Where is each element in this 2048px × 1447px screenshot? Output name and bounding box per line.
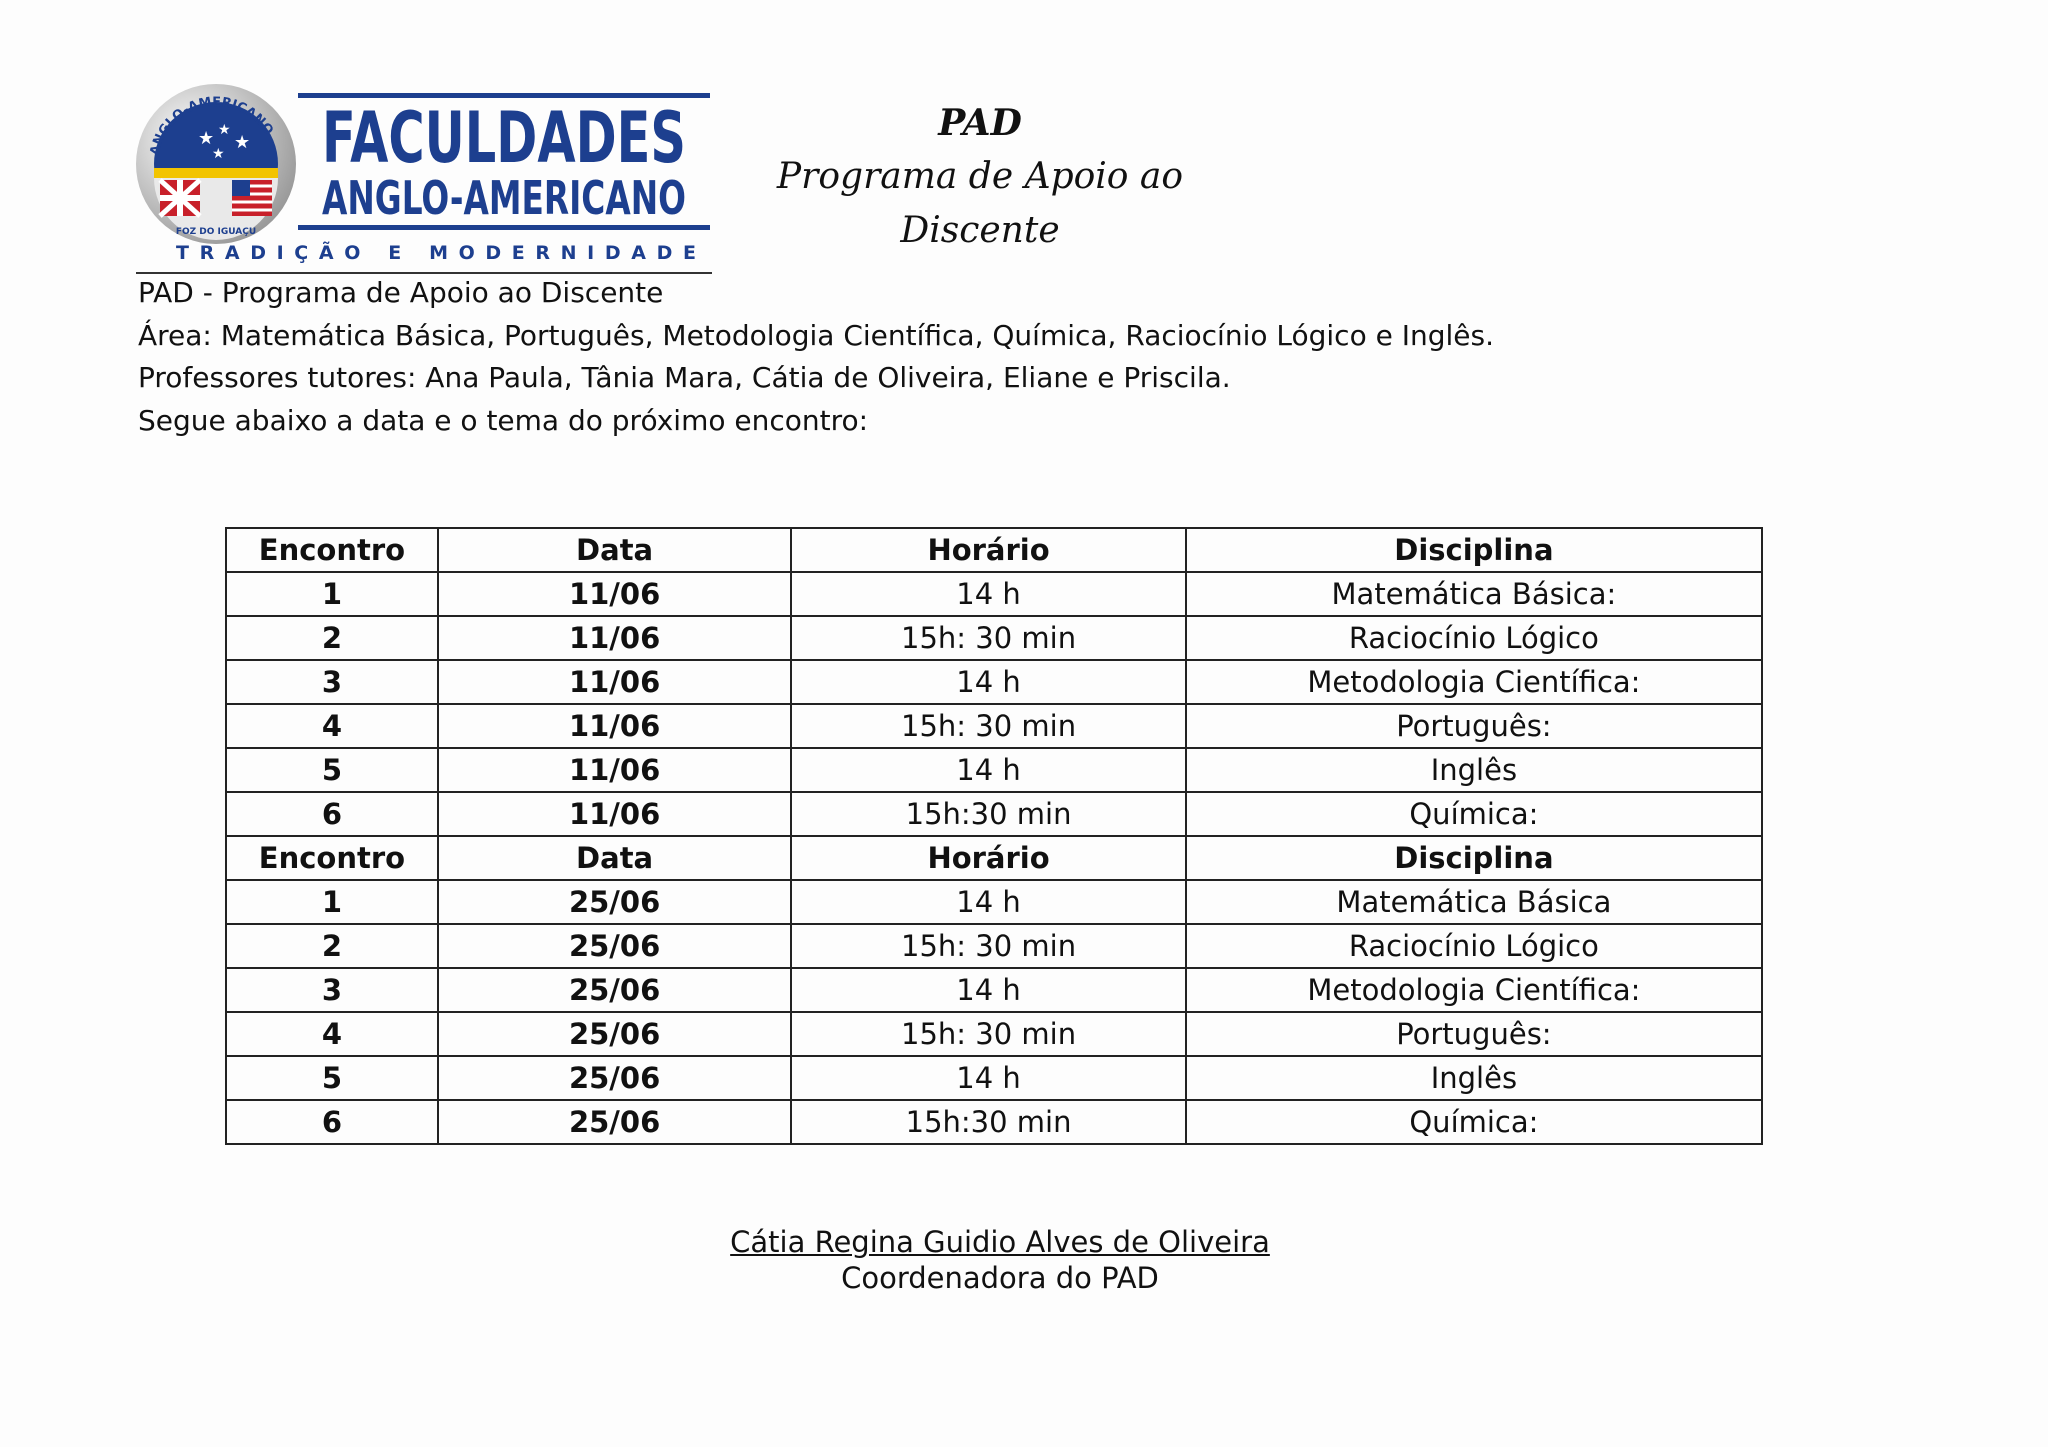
cell-disciplina: Matemática Básica: [1186, 572, 1762, 616]
schedule-table [225, 527, 1763, 1145]
cell-disciplina: Metodologia Científica: [1186, 968, 1762, 1012]
seal-emblem [136, 84, 296, 244]
logo-bottom-bar [298, 225, 710, 230]
logo-tagline: TRADIÇÃO E MODERNIDADE [176, 242, 696, 264]
cell-data: 11/06 [438, 660, 791, 704]
intro-area-line: Área: Matemática Básica, Português, Metodologia Científica, Química, Raciocínio Lógico e Inglês. [138, 318, 1495, 352]
seal-top-text: ANGLO-AMERICANO [147, 94, 276, 157]
intro-tutors-line: Professores tutores: Ana Paula, Tânia Mara, Cátia de Oliveira, Eliane e Priscila. [138, 361, 1231, 394]
logo-brand-line1: FACULDADES [322, 97, 686, 179]
cell-data: 11/06 [438, 616, 791, 660]
table-row [226, 572, 1762, 616]
header-horario: Horário [791, 528, 1185, 572]
cell-data: 25/06 [438, 1012, 791, 1056]
cell-disciplina: Português: [1186, 704, 1762, 748]
header-data: Data [438, 528, 791, 572]
cell-disciplina: Raciocínio Lógico [1186, 616, 1762, 660]
table-row [226, 880, 1762, 924]
cell-data: 25/06 [438, 1100, 791, 1144]
table-row [226, 1012, 1762, 1056]
cell-data: 11/06 [438, 792, 791, 836]
cell-encontro: 2 [226, 924, 438, 968]
cell-data: 25/06 [438, 924, 791, 968]
svg-text:★: ★ [234, 132, 251, 153]
table-row [226, 704, 1762, 748]
svg-text:★: ★ [198, 128, 215, 149]
cell-encontro: 3 [226, 660, 438, 704]
cell-horario: 14 h [791, 1056, 1185, 1100]
cell-data: 25/06 [438, 968, 791, 1012]
cell-encontro: 1 [226, 572, 438, 616]
cell-disciplina: Inglês [1186, 1056, 1762, 1100]
cell-encontro: 6 [226, 1100, 438, 1144]
cell-horario: 15h:30 min [791, 1100, 1185, 1144]
cell-encontro: 4 [226, 1012, 438, 1056]
cell-horario: 15h: 30 min [791, 616, 1185, 660]
cell-encontro: 4 [226, 704, 438, 748]
table-row [226, 1100, 1762, 1144]
cell-encontro: 3 [226, 968, 438, 1012]
header-horario: Horário [791, 836, 1185, 880]
svg-text:★: ★ [212, 146, 225, 162]
signature-name: Cátia Regina Guidio Alves de Oliveira [730, 1225, 1270, 1259]
cell-disciplina: Português: [1186, 1012, 1762, 1056]
header-data: Data [438, 836, 791, 880]
cell-disciplina: Química: [1186, 1100, 1762, 1144]
cell-horario: 14 h [791, 572, 1185, 616]
cell-encontro: 1 [226, 880, 438, 924]
cell-data: 11/06 [438, 748, 791, 792]
header-disciplina: Disciplina [1186, 836, 1762, 880]
cell-encontro: 6 [226, 792, 438, 836]
header-encontro: Encontro [226, 528, 438, 572]
cell-disciplina: Química: [1186, 792, 1762, 836]
table-row [226, 616, 1762, 660]
signature-block [700, 1224, 1300, 1296]
heading-title: PAD [938, 102, 1022, 144]
cell-encontro: 5 [226, 1056, 438, 1100]
intro-program-line: PAD - Programa de Apoio ao Discente [138, 276, 664, 309]
table-row [226, 968, 1762, 1012]
table-header-row [226, 836, 1762, 880]
table-row [226, 660, 1762, 704]
table-row [226, 924, 1762, 968]
svg-text:★: ★ [218, 122, 231, 138]
cell-encontro: 5 [226, 748, 438, 792]
header-disciplina: Disciplina [1186, 528, 1762, 572]
table-row [226, 1056, 1762, 1100]
cell-encontro: 2 [226, 616, 438, 660]
cell-data: 11/06 [438, 572, 791, 616]
cell-horario: 14 h [791, 748, 1185, 792]
logo-brand-line2: ANGLO-AMERICANO [322, 171, 686, 225]
heading-subtitle-line2: Discente [900, 210, 1060, 251]
cell-horario: 14 h [791, 880, 1185, 924]
cell-disciplina: Inglês [1186, 748, 1762, 792]
document-heading [760, 96, 1200, 258]
intro-next-meeting-line: Segue abaixo a data e o tema do próximo encontro: [138, 403, 869, 437]
cell-disciplina: Raciocínio Lógico [1186, 924, 1762, 968]
signature-role: Coordenadora do PAD [841, 1261, 1159, 1295]
cell-data: 11/06 [438, 704, 791, 748]
table-row [226, 792, 1762, 836]
cell-disciplina: Metodologia Científica: [1186, 660, 1762, 704]
cell-horario: 14 h [791, 968, 1185, 1012]
cell-horario: 15h: 30 min [791, 704, 1185, 748]
table-header-row [226, 528, 1762, 572]
seal-bottom-text: FOZ DO IGUAÇU [175, 227, 257, 237]
cell-data: 25/06 [438, 880, 791, 924]
header-encontro: Encontro [226, 836, 438, 880]
faculdades-logo [136, 82, 712, 278]
cell-horario: 15h: 30 min [791, 924, 1185, 968]
cell-disciplina: Matemática Básica [1186, 880, 1762, 924]
cell-horario: 14 h [791, 660, 1185, 704]
heading-subtitle-line1: Programa de Apoio ao [776, 156, 1184, 197]
table-row [226, 748, 1762, 792]
cell-horario: 15h:30 min [791, 792, 1185, 836]
cell-horario: 15h: 30 min [791, 1012, 1185, 1056]
cell-data: 25/06 [438, 1056, 791, 1100]
intro-block [138, 272, 1494, 442]
